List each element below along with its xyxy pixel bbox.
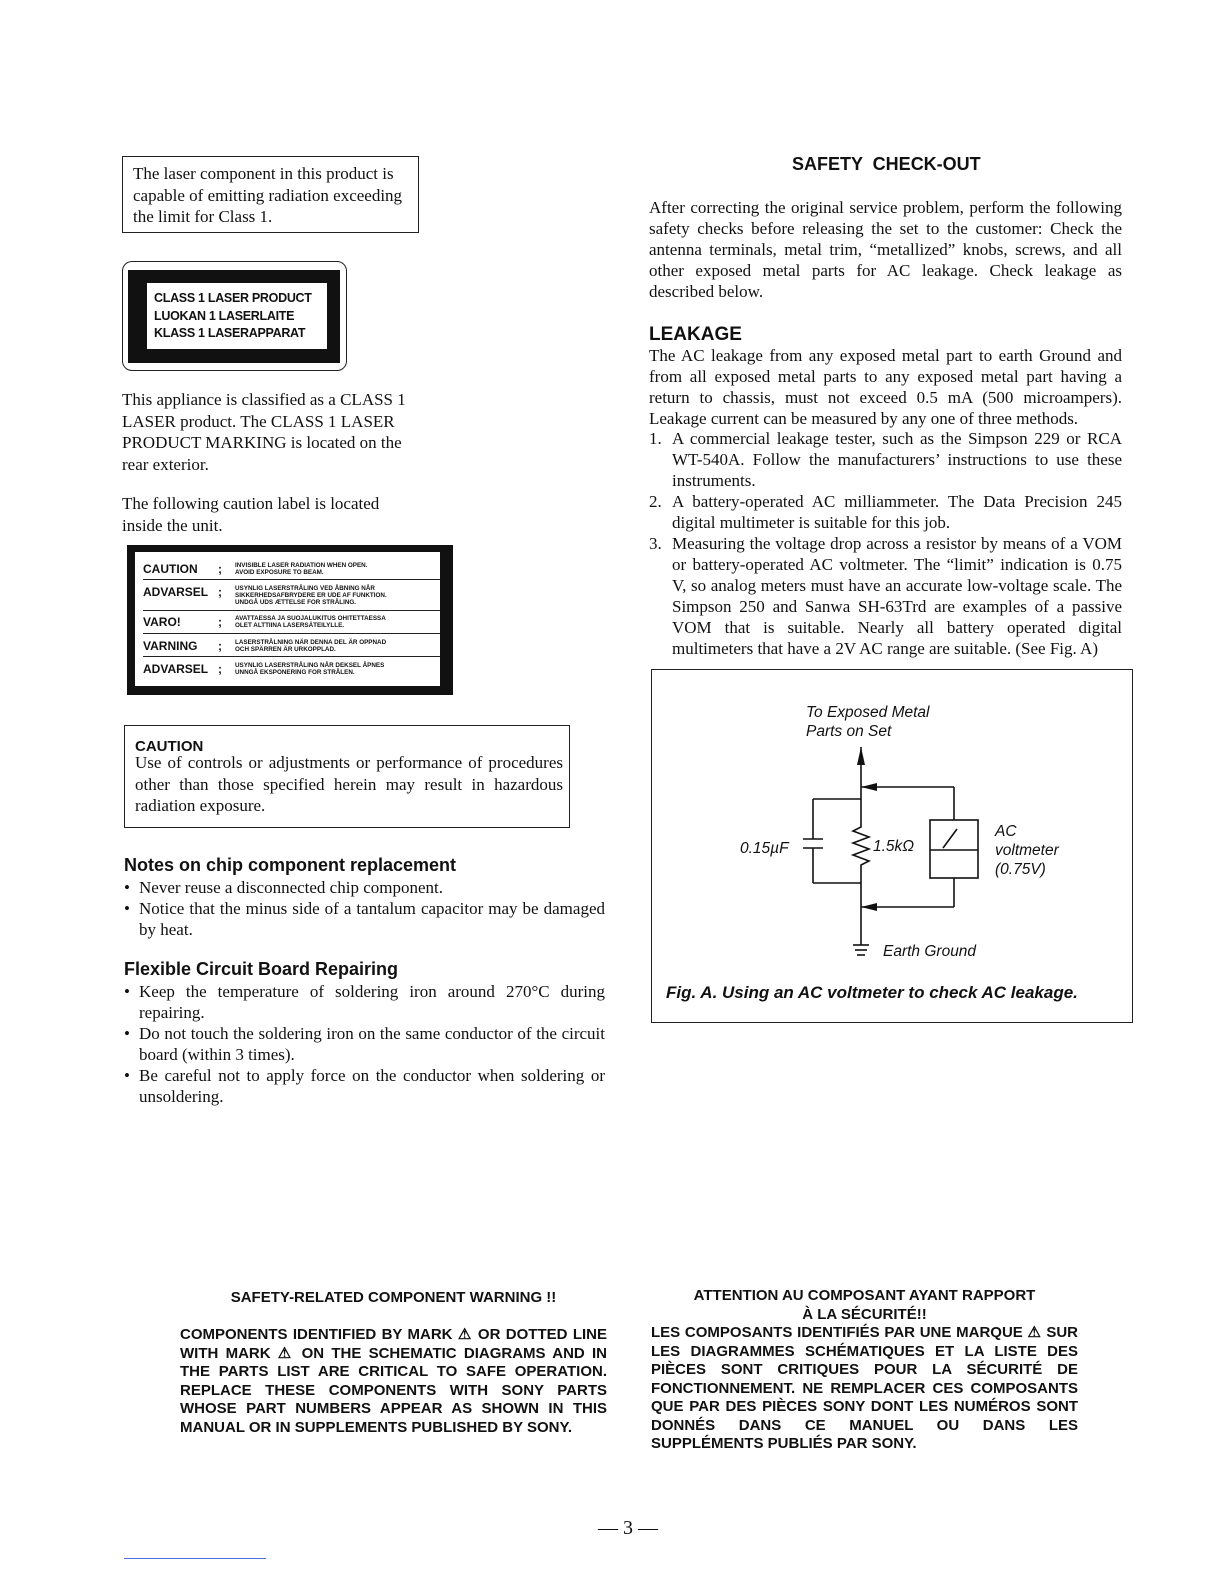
figure-label-line: Parts on Set <box>806 723 892 740</box>
leakage-paragraph: The AC leakage from any exposed metal part to earth Ground and from all exposed metal parts to any exposed metal part having a return to chassis, must not exceed 0.5 mA (500 microampers). Leakage current can be measured by any one of three methods. <box>649 346 1122 428</box>
list-item <box>124 898 605 940</box>
caution-text-line: USYNLIG LASERSTRÅLING VED ÅBNING NÅR <box>235 585 375 592</box>
measurement-methods-list <box>649 428 1122 659</box>
list-item-text: Be careful not to apply force on the conductor when soldering or unsoldering. <box>139 1066 605 1106</box>
caution-text <box>235 662 440 676</box>
divider <box>143 633 440 634</box>
meter-label <box>995 822 1059 879</box>
resistor-label: 1.5kΩ <box>873 838 915 855</box>
warning-title-line: À LA SÉCURITÉ!! <box>802 1305 927 1323</box>
safety-checkout-paragraph: After correcting the original service problem, perform the following safety checks before releasing the set to the customer: Check the antenna terminals, metal trim, “metallized” knobs, screws, and all other exposed metal parts for AC leakage. Check leakage as described below. <box>649 198 1122 301</box>
chip-notes-list <box>124 877 605 940</box>
class1-label <box>147 283 327 349</box>
para-line: PRODUCT MARKING is located on the <box>122 433 402 452</box>
bullet: • <box>124 1024 130 1043</box>
page-number: — 3 — <box>598 1517 658 1539</box>
separator: ; <box>218 615 222 629</box>
caution-text <box>235 562 440 576</box>
meter-label-line: voltmeter <box>995 842 1059 859</box>
list-item <box>124 981 605 1023</box>
list-item <box>124 877 605 898</box>
caution-text-line: INVISIBLE LASER RADIATION WHEN OPEN. <box>235 562 368 569</box>
caution-location-paragraph <box>122 493 442 536</box>
caution-text-line: OCH SPÄRREN ÄR URKOPPLAD. <box>235 646 336 653</box>
arrow-head <box>857 747 865 765</box>
list-item-text: Notice that the minus side of a tantalum capacitor may be damaged by heat. <box>139 899 605 939</box>
classification-paragraph <box>122 389 442 475</box>
separator: ; <box>218 662 222 676</box>
separator: ; <box>218 562 222 576</box>
bullet: • <box>124 1066 130 1085</box>
caution-text-line: SIKKERHEDSAFBRYDERE ER UDE AF FUNKTION. <box>235 592 387 599</box>
meter-label-line: (0.75V) <box>995 861 1046 878</box>
list-item-text: Keep the temperature of soldering iron around 270°C during repairing. <box>139 982 605 1022</box>
list-item-text: Never reuse a disconnected chip component. <box>139 878 443 897</box>
separator: ; <box>218 639 222 653</box>
list-item <box>649 491 1122 533</box>
list-item-text: Do not touch the soldering iron on the same conductor of the circuit board (within 3 times). <box>139 1024 605 1064</box>
caution-box-text: Use of controls or adjustments or performance of procedures other than those specified herein may result in hazardous radiation exposure. <box>135 753 563 815</box>
flex-board-heading: Flexible Circuit Board Repairing <box>124 959 399 979</box>
warning-body-fr: LES COMPOSANTS IDENTIFIÉS PAR UNE MARQUE ⚠ SUR LES DIAGRAMMES SCHÉMATIQUES ET LA LISTE DES PIÈCES SONT CRITIQUES POUR LA SÉCURITÉ DE FONCTIONNEMENT. NE REMPLACER CES COMPOSANTS QUE PAR DES PIÈCES SONY DONT LES NUMÉROS SONT DONNÉS DANS CE MANUEL OU DANS LES SUPPLÉMENTS PUBLIÉS PAR SONY. <box>651 1324 1078 1452</box>
caution-word: VARO! <box>143 615 181 629</box>
caution-word: VARNING <box>143 639 198 653</box>
para-line: inside the unit. <box>122 515 223 535</box>
caution-text <box>235 615 440 629</box>
divider <box>143 656 440 657</box>
leakage-heading: LEAKAGE <box>649 324 742 345</box>
separator: ; <box>218 585 222 599</box>
list-item-text: A commercial leakage tester, such as the Simpson 229 or RCA WT-540A. Follow the manufacturers’ instructions to use these instruments. <box>672 429 1122 490</box>
caution-word: CAUTION <box>143 562 198 576</box>
warning-title-line: ATTENTION AU COMPOSANT AYANT RAPPORT <box>693 1287 1036 1304</box>
figure-caption: Fig. A. Using an AC voltmeter to check AC leakage. <box>666 983 1078 1002</box>
list-item-text: A battery-operated AC milliammeter. The Data Precision 245 digital multimeter is suitable for this job. <box>672 492 1122 532</box>
caution-text-line: AVOID EXPOSURE TO BEAM. <box>235 569 324 576</box>
class1-line: CLASS 1 LASER PRODUCT <box>154 291 312 305</box>
caution-label <box>135 552 440 686</box>
warning-title-fr <box>651 1287 1078 1324</box>
list-item <box>649 428 1122 491</box>
arrow-head <box>861 783 877 791</box>
caution-text-line: UNDGÅ UDS ÆTTELSE FOR STRÅLING. <box>235 599 357 606</box>
earth-ground-label: Earth Ground <box>883 943 977 960</box>
meter-body <box>930 820 978 878</box>
caution-box-title: CAUTION <box>135 738 204 755</box>
para-line: rear exterior. <box>122 454 209 474</box>
divider <box>143 579 440 580</box>
capacitor-label: 0.15µF <box>740 840 789 857</box>
arrow-head <box>861 903 877 911</box>
caution-text-line: USYNLIG LASERSTRÅLING NÅR DEKSEL ÅPNES <box>235 662 385 669</box>
divider <box>143 610 440 611</box>
bullet: • <box>124 899 130 918</box>
item-number: 3. <box>649 534 662 553</box>
class1-line: KLASS 1 LASERAPPARAT <box>154 326 306 340</box>
laser-box-line: The laser component in this product is <box>133 164 394 183</box>
caution-text-line: OLET ALTTIINA LASERSÄTEILYLLE. <box>235 622 345 629</box>
para-line: LASER product. The CLASS 1 LASER <box>122 411 395 431</box>
class1-line: LUOKAN 1 LASERLAITE <box>154 308 295 323</box>
caution-text-line: LASERSTRÅLNING NÄR DENNA DEL ÄR OPPNAD <box>235 639 387 646</box>
item-number: 1. <box>649 429 662 448</box>
figure-label-line: To Exposed Metal <box>806 704 930 721</box>
item-number: 2. <box>649 492 662 511</box>
safety-checkout-heading: SAFETY CHECK-OUT <box>792 154 981 174</box>
list-item-text: Measuring the voltage drop across a resistor by means of a VOM or battery-operated AC voltmeter. The “limit” indication is 0.75 V, so analog meters must have an accurate low-voltage scale. The Simpson 250 and Sanwa SH-63Trd are examples of a passive VOM that is suitable. Nearly all battery operated digital multimeters that have a 2V AC range are suitable. (See Fig. A) <box>672 534 1122 658</box>
resistor <box>853 819 869 929</box>
list-item <box>124 1065 605 1107</box>
caution-text-line: UNNGÅ EKSPONERING FOR STRÅLEN. <box>235 669 355 676</box>
caution-text-line: AVATTAESSA JA SUOJALUKITUS OHITETTAESSA <box>235 615 386 622</box>
caution-text <box>235 585 440 606</box>
list-item <box>649 533 1122 659</box>
bullet: • <box>124 982 130 1001</box>
caution-text <box>235 639 440 653</box>
warning-title-en: SAFETY-RELATED COMPONENT WARNING !! <box>230 1289 557 1306</box>
laser-box-line: the limit for Class 1. <box>133 207 273 226</box>
para-line: This appliance is classified as a CLASS 1 <box>122 390 406 409</box>
flex-board-list <box>124 981 605 1107</box>
list-item <box>124 1023 605 1065</box>
bullet: • <box>124 878 130 897</box>
para-line: The following caution label is located <box>122 494 380 513</box>
meter-label-line: AC <box>995 823 1017 840</box>
meter-needle <box>943 829 957 848</box>
laser-box-line: capable of emitting radiation exceeding <box>133 185 403 205</box>
caution-word: ADVARSEL <box>143 662 209 676</box>
caution-word: ADVARSEL <box>143 585 209 599</box>
warning-body-en: COMPONENTS IDENTIFIED BY MARK ⚠ OR DOTTED LINE WITH MARK ⚠ ON THE SCHEMATIC DIAGRAMS AND IN THE PARTS LIST ARE CRITICAL TO SAFE OPERATION. REPLACE THESE COMPONENTS WITH SONY PARTS WHOSE PART NUMBERS APPEAR AS SHOWN IN THIS MANUAL OR IN SUPPLEMENTS PUBLISHED BY SONY. <box>180 1326 607 1436</box>
footer-rule <box>124 1558 266 1559</box>
laser-warning-box <box>122 156 419 233</box>
chip-notes-heading: Notes on chip component replacement <box>124 855 457 875</box>
